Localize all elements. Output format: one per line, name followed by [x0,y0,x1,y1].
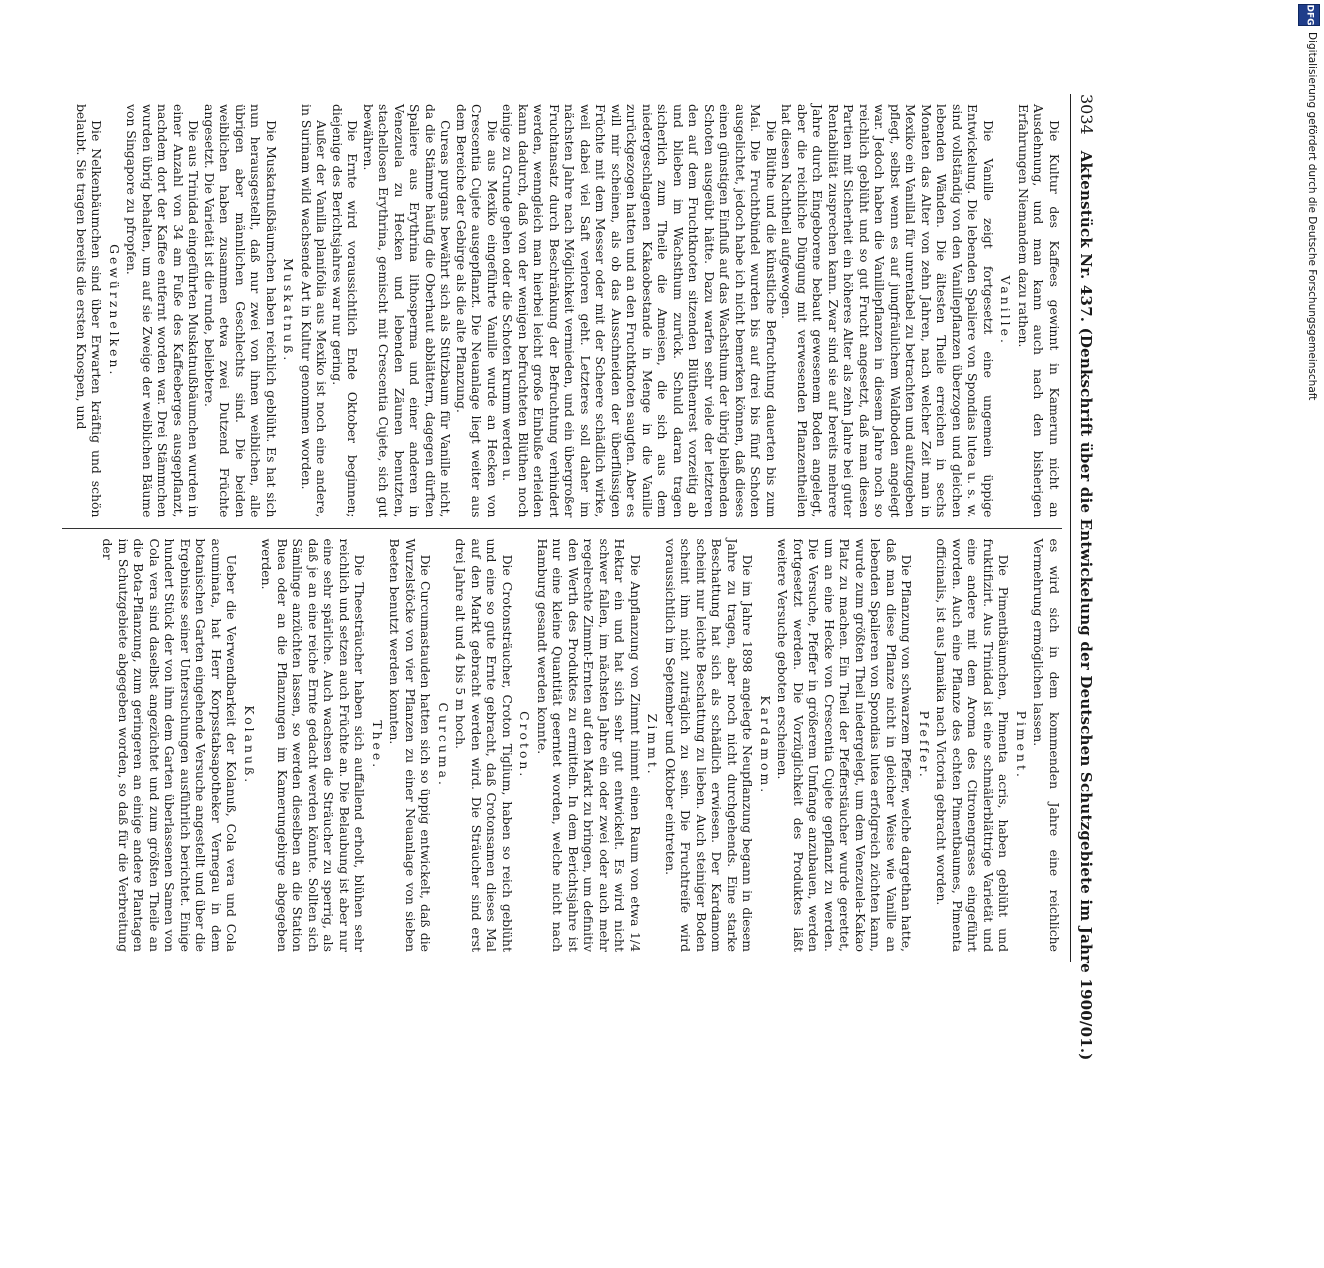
right-column [62,528,1062,963]
paragraph: Cureas purgans bewährt sich als Stützbaum für Vanille nicht, da die Stämme häufig die Oberhaut abblättern, dagegen dürften Spaliere aus Erythrina lithosperma und einer anderen in Venezuela zu Hecken und lebenden Zäunen benutzten, stachellosen Erythrina, gemischt mit Crescentia Cujete, sich gut bewähren. [361,104,454,518]
paragraph: Die Anpflanzung von Zimmt nimmt einen Raum von etwa 1/4 Hektar ein und hat sich sehr gut entwickelt. Es wird nicht schwer fallen, im nächsten Jahre ein oder zwei oder auch mehr regelrechte Zimmt-Ernten auf den Markt zu bringen, um definitiv den Werth des Produktes zu ermitteln. In dem Berichtsjahre ist nur eine kleine Quantität geerntet worden, welche nicht nach Hamburg gesandt werden konnte. [535,538,643,952]
paragraph: Außer der Vanilla planifolia aus Mexiko ist noch eine andere, in Surinam wild wachsende Art in Kultur genommen worden. [299,104,330,518]
section-heading: Kolanuß. [242,705,257,786]
paragraph: es wird sich in dem kommenden Jahre eine reichliche Vermehrung ermöglichen lassen. [1031,538,1062,952]
section-heading: Curcuma. [436,702,451,788]
paragraph: Die Nelkenbäumchen sind über Erwarten kräftig und schön belaubt. Sie tragen bereits die ersten Knospen, und [74,104,105,518]
rotated-page [52,88,1102,1268]
section-heading: Piment. [1014,710,1029,780]
dfg-logo-text: DFG [1304,4,1315,26]
document-page [52,88,1102,1061]
section-heading: Gewürznelken. [107,244,122,378]
paragraph: Die Blüthe und die künstliche Befruchtung dauerten bis zum Mai. Die Fruchtbündel wurden bis auf drei bis fünf Schoten ausgelichtet, jedoch habe ich nicht bemerken können, daß dieses einen günstigen Einfluß auf das Wachsthum der übrig bleibenden Schoten ausgeübt hätte. Dazu warfen sehr viele der letzteren den auf dem Fruchtknoten sitzenden Blüthenrest vorzeitig ab und blieben im Wachsthum zurück. Schuld daran tragen sicherlich zum Theile die Ameisen, die sich aus dem niedergeschlagenen Kakaobestande in Menge in die Vanille zurückgezogen hatten und an den Fruchtknoten saugten. Aber es will mir scheinen, als ob das Ausschneiden der überflüssigen Früchte mit dem Messer oder mit der Scheere schädlich wirke, weil dabei viel Saft verloren geht. Letzteres soll daher im nächsten Jahre nach Möglichkeit vermieden, und ein übergroßer Fruchtansatz durch Beschränkung der Befruchtung verhindert werden, wenngleich man hierbei leicht große Einbuße erleiden kann dadurch, daß von der wenigen befruchteten Blüthen noch einige zu Grunde gehen oder die Schoten krumm werden u. [500,104,779,518]
paragraph: Die Muskatnußbäumchen haben reichlich geblüht. Es hat sich nun herausgestellt, daß nur zwei von ihnen weiblichen, alle übrigen aber männlichen Geschlechts sind. Die beiden weiblichen haben zusammen etwa zwei Dutzend Früchte angesetzt. Die Varietät ist die runde, beliebtere. [202,104,279,518]
text-columns [62,94,1062,962]
page-number: 3034 [1077,94,1096,135]
dfg-logo-icon [1298,4,1320,26]
section-heading: Vanille. [998,275,1014,346]
section-heading: Kardamom. [758,695,773,796]
paragraph: Die Vanille zeigt fortgesetzt eine ungemein üppige Entwickelung. Die lebenden Spaliere von Spondias lutea u. s. w. sind vollständig von den Vanillepflanzen überzogen und gleichen lebenden Wänden. Die ältesten Theile erreichen in sechs Monaten das Alter von zehn Jahren, nach welcher Zeit man in Mexiko ein Vanillal für unrentabel zu betrachten und aufzugeben pflegt, selbst wenn es auf jungfräulichem Waldboden angelegt war. Jedoch haben die Vanillepflanzen in diesem Jahre noch so reichlich geblüht und so gut Frucht angesetzt, daß man diesen Partien mit Sicherheit ein höheres Alter als zehn Jahre bei guter Rentabilität zusprechen kann. Zwar sind sie auf bereits mehrere Jahre durch Eingeborene bebaut gewesenem Boden angelegt, aber die reichliche Düngung mit verwesenden Pflanzentheilen hat diesen Nachtheil aufgewogen. [779,104,996,518]
section-heading: Croton. [517,711,533,780]
page-header [1070,94,1096,1061]
digitization-credit: Digitalisierung gefördert durch die Deutsche Forschungsgemeinschaft [1306,32,1318,401]
paragraph: Die Pimentbäumchen, Pimenta acris, haben geblüht und fruktifizirt. Aus Trinidad ist eine schmälerblättrige Varietät und eine andere mit dem Aroma des Citronengrases eingeführt worden. Auch eine Pflanze des echten Pimentbaumes, Pimenta officinalis, ist aus Jamaika nach Victoria gebracht worden. [934,538,1012,952]
section-heading: Muskatnuß. [281,258,297,364]
paragraph: Die Ernte wird voraussichtlich Ende Oktober beginnen; diejenige des Berichtsjahres war nur gering. [330,104,361,518]
paragraph: Die Theesträucher haben sich auffallend erholt, blühen sehr reichlich und setzen auch Früchte an. Die Belaubung ist aber nur eine sehr spärliche. Auch wachsen die Sträucher zu sperrig, als daß je an eine reiche Ernte gedacht werden könnte. Sollten sich Sämlinge anzüchten lassen, so werden dieselben an die Station Buea oder an die Pflanzungen im Kamerungebirge abgegeben werden. [259,538,368,952]
section-heading: Zimmt. [645,713,661,777]
paragraph: Die Curcumastauden hatten sich so üppig entwickelt, daß die Wurzelstöcke von vier Pflanzen zu einer Neuanlage von sieben Beeten benutzt werden konnten. [387,538,434,952]
left-column [62,94,1062,528]
paragraph: Die Crotonsträucher, Croton Tiglium, haben so reich geblüht und eine so gute Ernte gebracht, daß Crotonsamen dieses Mal auf den Markt gebracht werden wird. Die Sträucher sind erst drei Jahre alt und 4 bis 5 m hoch. [453,538,515,952]
section-heading: Thee. [370,720,385,771]
paragraph: Die im Jahre 1898 angelegte Neupflanzung begann in diesem Jahre zu tragen, aber noch nicht durchgehends. Eine starke Beschattung hat sich als schädlich erwiesen. Der Kardamom scheint nur leichte Beschattung zu lieben. Auch steiniger Boden scheint ihm nicht zuträglich zu sein. Die Fruchtreife wird voraussichtlich im September und Oktober eintreten. [663,538,756,952]
paragraph: Die Pflanzung von schwarzem Pfeffer, welche dargethan hatte, daß man diese Pflanze nicht in gleicher Weise wie Vanille an lebenden Spalieren von Spondias lutea erfolgreich züchten kann, wurde zum größten Theil niedergelegt, um dem Venezuela-Kakao Platz zu machen. Ein Theil der Pfefferstäucher wurde gerettet, um an eine Hecke von Crescentia Cujete gepflanzt zu werden. Die Versuche, Pfeffer in größerem Umfange anzubauen, werden fortgesetzt werden. Die Vorzüglichkeit des Produktes läßt weitere Versuche geboten erscheinen. [775,538,915,952]
paragraph: Die Kultur des Kaffees gewinnt in Kamerun nicht an Ausdehnung, und man kann auch nach den bisherigen Erfahrungen Niemandem dazu rathen. [1016,104,1062,518]
running-title: Aktenstück Nr. 437. (Denkschrift über die Entwickelung der Deutschen Schutzgebiete im Jahre 1900/01.) [1077,150,1095,1061]
paragraph: Ueber die Verwendbarkeit der Kolanuß, Cola vera und Cola acuminata, hat Herr Korpsstabsapotheker Vernegau in dem botanischen Garten eingehende Versuche angestellt und über die Ergebnisse seiner Untersuchungen ausführlich berichtet. Einige hundert Stück der von ihm dem Garten überlassenen Samen von Cola vera sind daselbst angezüchtet und zum größten Theile an die Bota-Pflanzung, zum geringeren an einige andere Plantagen im Schutzgebiete abgegeben worden, so daß für die Verbreitung der [100,538,240,952]
section-heading: Pfeffer. [917,710,932,780]
credit-strip [1294,0,1324,1000]
paragraph: Die aus Trinidad eingeführten Muskatnußbäumchen wurden in einer Anzahl von 34 am Fuße des Kaffeeberges ausgepflanzt, nachdem dort der Kaffee entfernt worden war. Drei Stämmchen wurden übrig behalten, um auf sie Zweige der weiblichen Bäume von Singapore zu pfropfen. [124,104,202,518]
paragraph: Die aus Mexiko eingeführte Vanille wurde an Hecken von Crescentia Cujete ausgepflanzt. Die Neuanlage liegt weiter aus dem Bereiche der Gebirge als die alte Pflanzung. [454,104,500,518]
